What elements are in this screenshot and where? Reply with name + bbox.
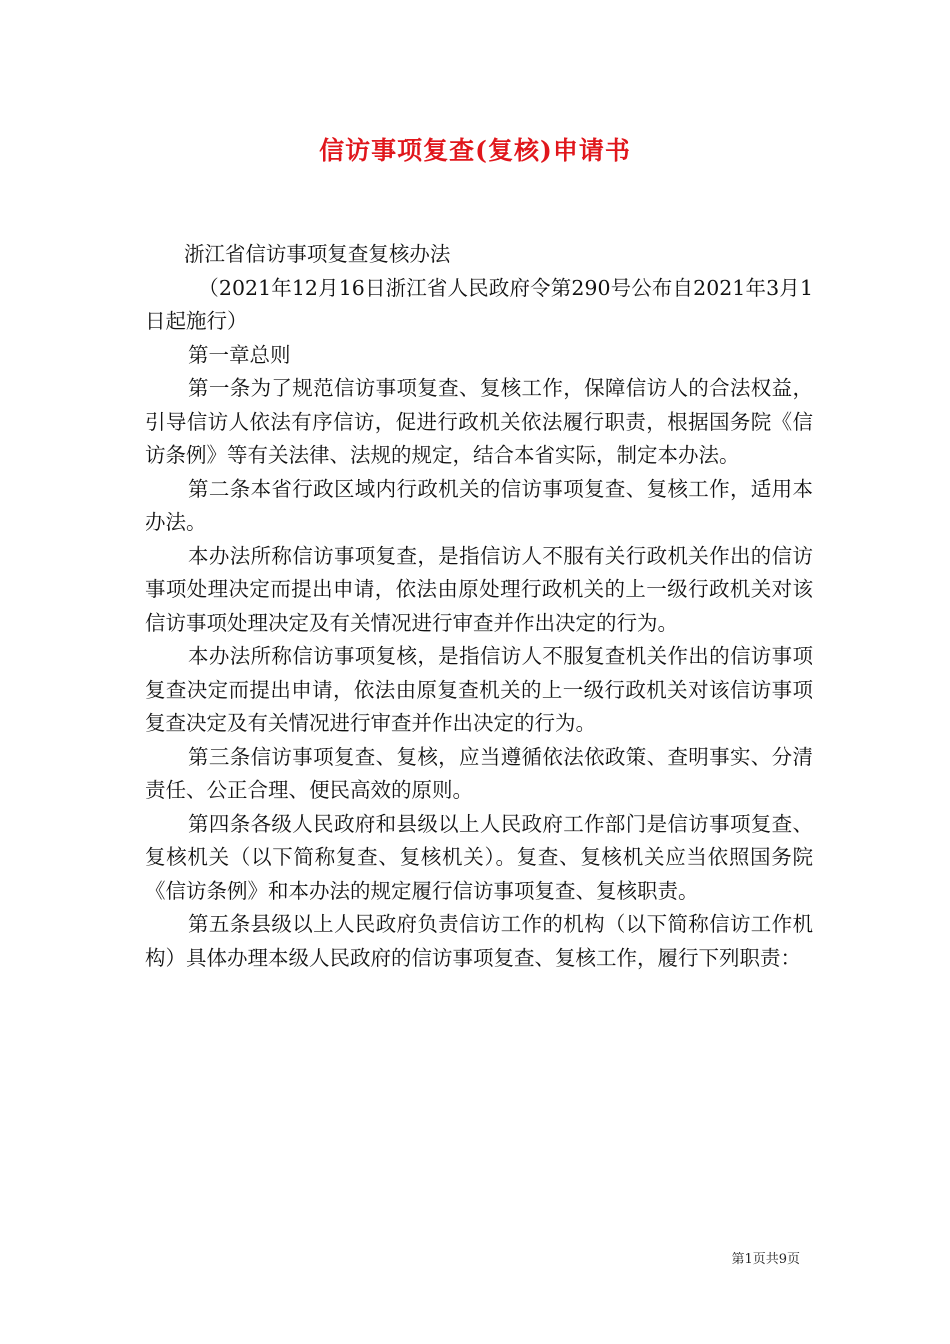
- regulation-name: 浙江省信访事项复查复核办法: [183, 242, 451, 266]
- document-body: [145, 238, 813, 975]
- page-number: 第1页共9页: [731, 1252, 800, 1267]
- article-5: 第五条县级以上人民政府负责信访工作的机构（以下简称信访工作机构）具体办理本级人民政府的信访事项复查、复核工作，履行下列职责：: [145, 912, 813, 970]
- article-3: 第三条信访事项复查、复核，应当遵循依法依政策、查明事实、分清责任、公正合理、便民高效的原则。: [145, 744, 813, 802]
- article-1: 第一条为了规范信访事项复查、复核工作，保障信访人的合法权益，引导信访人依法有序信访，促进行政机关依法履行职责，根据国务院《信访条例》等有关法律、法规的规定，结合本省实际，制定本办法。: [145, 376, 813, 467]
- chapter-heading: 第一章总则: [188, 342, 291, 367]
- article-4: 第四条各级人民政府和县级以上人民政府工作部门是信访事项复查、复核机关（以下简称复查、复核机关）。复查、复核机关应当依照国务院《信访条例》和本办法的规定履行信访事项复查、复核职责。: [145, 811, 813, 903]
- review-definition: 本办法所称信访事项复查，是指信访人不服有关行政机关作出的信访事项处理决定而提出申请，依法由原处理行政机关的上一级行政机关对该信访事项处理决定及有关情况进行审查并作出决定的行为。: [145, 543, 813, 635]
- promulgation-note: （2021年12月16日浙江省人民政府令第290号公布自2021年3月1日起施行）: [145, 275, 813, 333]
- re-examination-definition: 本办法所称信访事项复核，是指信访人不服复查机关作出的信访事项复查决定而提出申请，依法由原复查机关的上一级行政机关对该信访事项复查决定及有关情况进行审查并作出决定的行为。: [145, 644, 813, 735]
- article-2: 第二条本省行政区域内行政机关的信访事项复查、复核工作，适用本办法。: [145, 476, 813, 534]
- document-title: 信访事项复查(复核)申请书: [319, 136, 631, 165]
